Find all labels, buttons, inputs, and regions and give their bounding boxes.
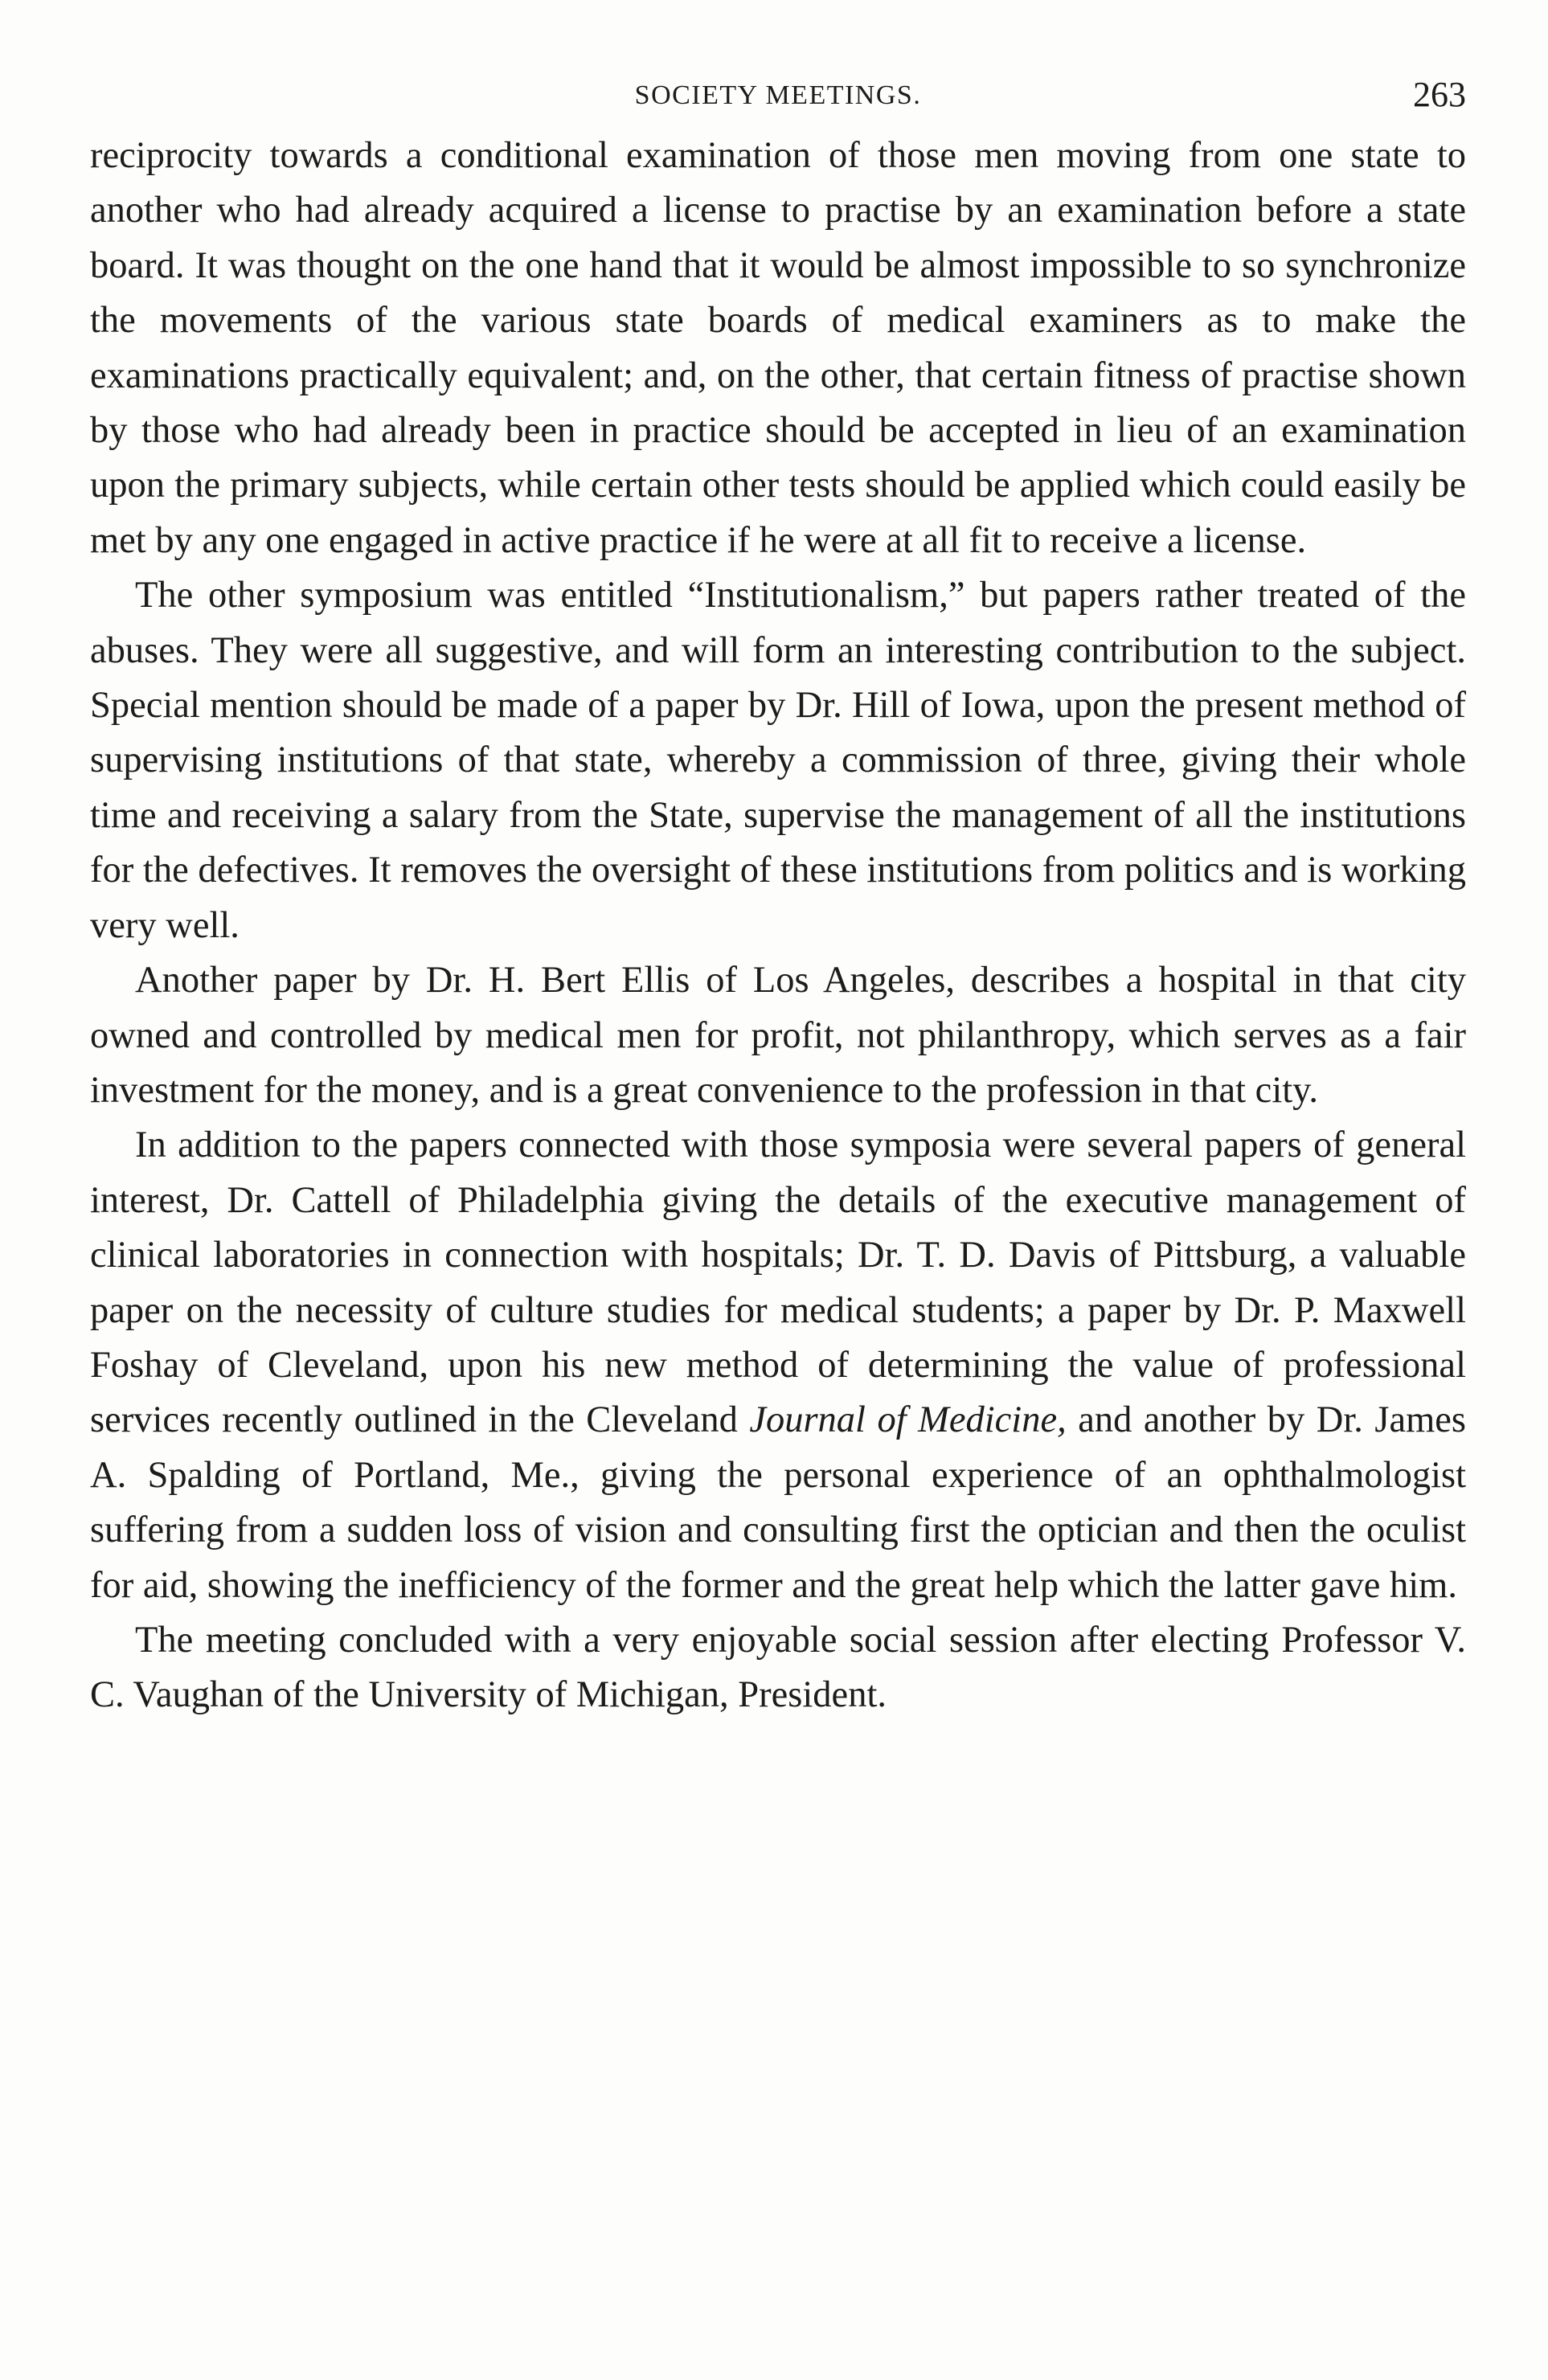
paragraph-general-papers bbox=[90, 1118, 1466, 1613]
paragraph-meeting-conclusion bbox=[90, 1613, 1466, 1723]
running-title: SOCIETY MEETINGS. bbox=[634, 80, 922, 110]
page-number: 263 bbox=[1413, 75, 1466, 114]
paragraph-text: and another by Dr. James A. Spalding of Portland, Me., giving the personal experience of an ophthalmologist suffering from a sudden loss of vision and consulting first the optician and then the oculist for aid, showing the inefficiency of the former and the great help which the latter gave him. bbox=[90, 1399, 1466, 1606]
paragraph-reciprocity-continued bbox=[90, 129, 1466, 568]
body-text bbox=[90, 129, 1466, 1723]
paragraph-text: reciprocity towards a conditional examination of those men moving from one state to another who had already acquired a license to practise by an examination before a state board. It was thought on the one hand that it would be almost impossible to so synchronize the movements of the various state boards of medical examiners as to make the examinations practically equivalent; and, on the other, that certain fitness of practise shown by those who had already been in practice should be accepted in lieu of an examination upon the primary subjects, while certain other tests should be applied which could easily be met by any one engaged in active practice if he were at all fit to receive a license. bbox=[90, 135, 1466, 561]
paragraph-text: In addition to the papers connected with those symposia were several papers of general interest, Dr. Cattell of Philadelphia giving the details of the executive management of clinical laboratories in connection with hospitals; Dr. T. D. Davis of Pittsburg, a valuable paper on the necessity of culture studies for medical students; a paper by Dr. P. Maxwell Foshay of Cleveland, upon his new method of determining the value of professional services recently outlined in the Cleveland bbox=[90, 1124, 1466, 1441]
paragraph-text: Another paper by Dr. H. Bert Ellis of Los Angeles, describes a hospital in that city owned and controlled by medical men for profit, not philanthropy, which serves as a fair investment for the money, and is a great convenience to the profession in that city. bbox=[90, 960, 1466, 1111]
paragraph-text: The other symposium was entitled “Institutionalism,” but papers rather treated of the abuses. They were all suggestive, and will form an interesting contribution to the subject. Special mention should be made of a paper by Dr. Hill of Iowa, upon the present method of supervising institutions of that state, whereby a commission of three, giving their whole time and receiving a salary from the State, supervise the management of all the institutions for the defectives. It removes the oversight of these institutions from politics and is working very well. bbox=[90, 575, 1466, 946]
paragraph-institutionalism-symposium bbox=[90, 568, 1466, 953]
running-head bbox=[90, 74, 1466, 122]
journal-title: Journal of Medicine, bbox=[749, 1399, 1067, 1441]
paragraph-ellis-hospital bbox=[90, 953, 1466, 1118]
paragraph-text: The meeting concluded with a very enjoyable social session after electing Professor V. C. Vaughan of the University of Michigan, President. bbox=[90, 1619, 1466, 1716]
